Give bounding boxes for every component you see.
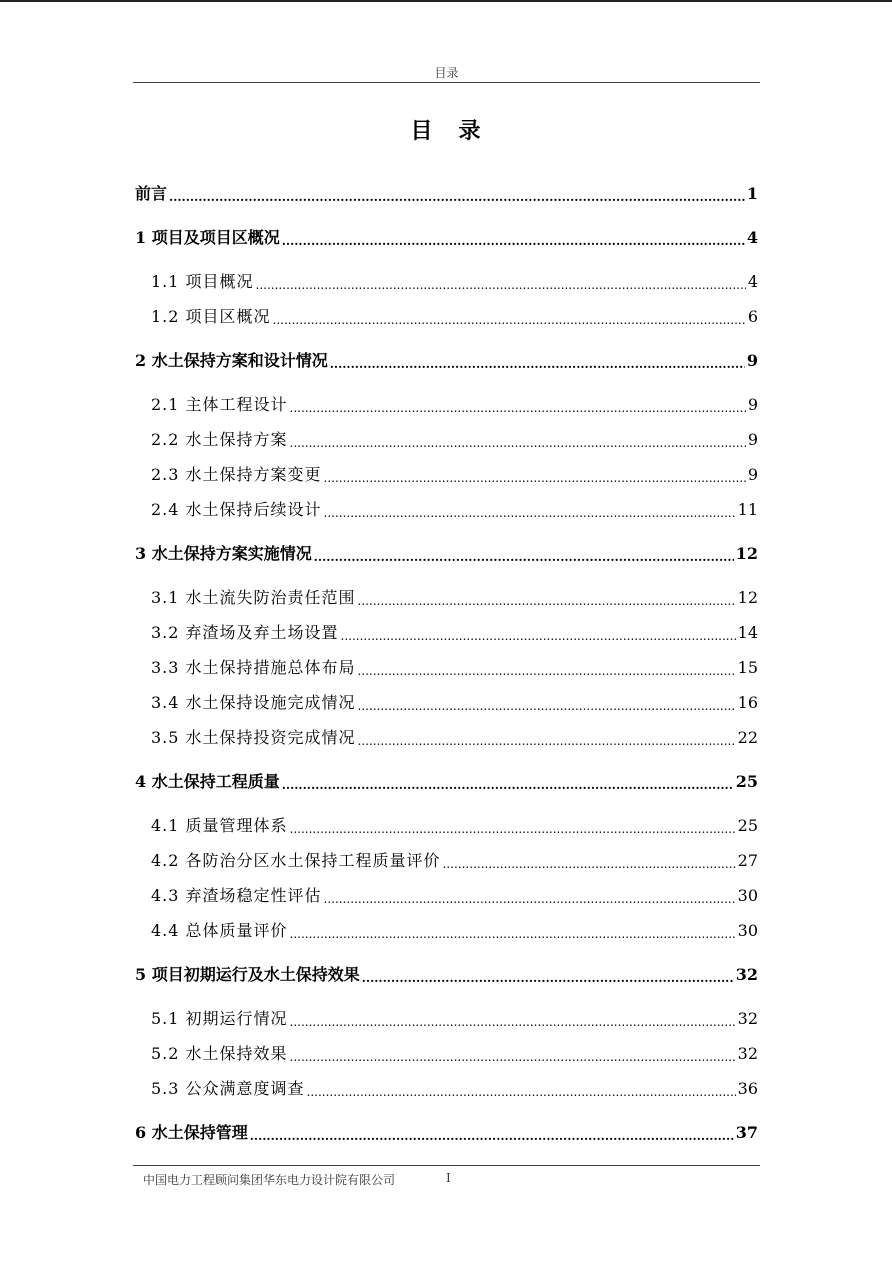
toc-entry-page: 12 — [735, 544, 758, 563]
toc-entry[interactable] — [135, 350, 758, 372]
toc-entry[interactable] — [151, 429, 758, 451]
toc-entry[interactable] — [135, 543, 758, 565]
toc-entry-page: 4 — [747, 272, 758, 291]
toc-entry-label: 2.2 水土保持方案 — [151, 430, 288, 449]
toc-entry[interactable] — [151, 920, 758, 942]
toc-entry-page: 6 — [747, 307, 758, 326]
toc-entry-page: 14 — [737, 623, 758, 642]
toc-entry[interactable] — [151, 394, 758, 416]
toc-leader-dots — [169, 189, 745, 205]
toc-leader-dots — [250, 1128, 734, 1144]
header-rule — [133, 82, 760, 83]
toc-leader-dots — [282, 233, 745, 249]
toc-leader-dots — [358, 663, 736, 679]
toc-entry-label: 3.2 弃渣场及弃土场设置 — [151, 623, 339, 642]
toc-entry-page: 37 — [735, 1123, 758, 1142]
toc-entry[interactable] — [135, 227, 758, 249]
toc-leader-dots — [290, 1049, 736, 1065]
toc-entry-page: 9 — [747, 395, 758, 414]
toc-entry-label: 6 水土保持管理 — [135, 1123, 248, 1142]
toc-leader-dots — [290, 1014, 736, 1030]
toc-entry-label: 4.1 质量管理体系 — [151, 816, 288, 835]
toc-leader-dots — [290, 926, 736, 942]
toc-leader-dots — [362, 970, 734, 986]
toc-entry[interactable] — [151, 850, 758, 872]
toc-entry-label: 2.4 水土保持后续设计 — [151, 500, 322, 519]
toc-entry-label: 4.4 总体质量评价 — [151, 921, 288, 940]
footer-page-number: I — [446, 1171, 451, 1185]
toc-entry-label: 5 项目初期运行及水土保持效果 — [135, 965, 360, 984]
toc-leader-dots — [324, 505, 736, 521]
toc-entry[interactable] — [151, 499, 758, 521]
toc-entry-label: 2.1 主体工程设计 — [151, 395, 288, 414]
footer-company: 中国电力工程顾问集团华东电力设计院有限公司 — [143, 1173, 396, 1187]
toc-leader-dots — [290, 400, 746, 416]
toc-entry[interactable] — [151, 815, 758, 837]
toc-entry-label: 3.1 水土流失防治责任范围 — [151, 588, 356, 607]
toc-entry-label: 3 水土保持方案实施情况 — [135, 544, 312, 563]
toc-leader-dots — [290, 821, 736, 837]
toc-entry-page: 9 — [746, 351, 758, 370]
toc-entry[interactable] — [151, 1078, 758, 1100]
toc-entry-page: 36 — [737, 1079, 758, 1098]
toc-leader-dots — [307, 1084, 736, 1100]
toc-entry-label: 4 水土保持工程质量 — [135, 772, 280, 791]
toc-entry-page: 25 — [737, 816, 758, 835]
toc-entry-page: 9 — [747, 430, 758, 449]
toc-leader-dots — [358, 698, 736, 714]
toc-entry[interactable] — [151, 464, 758, 486]
toc-leader-dots — [358, 733, 736, 749]
toc-entry-page: 22 — [737, 728, 758, 747]
toc-entry-label: 3.5 水土保持投资完成情况 — [151, 728, 356, 747]
toc-entry-label: 1.1 项目概况 — [151, 272, 254, 291]
toc-entry[interactable] — [135, 771, 758, 793]
toc-entry-label: 3.4 水土保持设施完成情况 — [151, 693, 356, 712]
toc-entry[interactable] — [151, 1008, 758, 1030]
toc-entry[interactable] — [151, 727, 758, 749]
toc-entry-label: 5.2 水土保持效果 — [151, 1044, 288, 1063]
toc-entry-label: 2 水土保持方案和设计情况 — [135, 351, 328, 370]
toc-entry-label: 1.2 项目区概况 — [151, 307, 271, 326]
toc-entry-page: 9 — [747, 465, 758, 484]
toc-entry-page: 27 — [737, 851, 758, 870]
toc-entry-page: 25 — [735, 772, 758, 791]
toc-leader-dots — [341, 628, 736, 644]
toc-entry-page: 30 — [737, 921, 758, 940]
toc-entry-page: 1 — [746, 184, 758, 203]
toc-entry-page: 32 — [737, 1044, 758, 1063]
toc-entry[interactable] — [151, 271, 758, 293]
toc-entry-page: 15 — [737, 658, 758, 677]
toc-entry-label: 5.3 公众满意度调查 — [151, 1079, 305, 1098]
toc-entry-page: 32 — [735, 965, 758, 984]
toc-entry-page: 11 — [737, 500, 758, 519]
footer-rule — [133, 1165, 760, 1166]
toc-entry-page: 12 — [737, 588, 758, 607]
toc-entry[interactable] — [135, 964, 758, 986]
toc-entry[interactable] — [151, 885, 758, 907]
toc-entry-label: 前言 — [135, 184, 168, 203]
toc-entry-label: 5.1 初期运行情况 — [151, 1009, 288, 1028]
toc-leader-dots — [282, 777, 734, 793]
running-header: 目录 — [434, 66, 459, 80]
toc-entry[interactable] — [151, 622, 758, 644]
toc-entry-page: 4 — [746, 228, 758, 247]
toc-entry[interactable] — [151, 657, 758, 679]
toc-leader-dots — [314, 549, 734, 565]
toc-entry-page: 30 — [737, 886, 758, 905]
toc-leader-dots — [290, 435, 746, 451]
toc-entry-label: 3.3 水土保持措施总体布局 — [151, 658, 356, 677]
toc-entry-label: 2.3 水土保持方案变更 — [151, 465, 322, 484]
toc-leader-dots — [324, 470, 746, 486]
toc-leader-dots — [443, 856, 736, 872]
toc-entry-label: 4.3 弃渣场稳定性评估 — [151, 886, 322, 905]
toc-leader-dots — [358, 593, 736, 609]
toc-leader-dots — [330, 356, 745, 372]
toc-leader-dots — [273, 312, 746, 328]
page-top-border — [0, 0, 892, 2]
toc-leader-dots — [324, 891, 736, 907]
toc-entry[interactable] — [151, 1043, 758, 1065]
toc-entry[interactable] — [151, 692, 758, 714]
toc-entry[interactable] — [135, 1122, 758, 1144]
toc-entry[interactable] — [151, 306, 758, 328]
toc-entry-label: 4.2 各防治分区水土保持工程质量评价 — [151, 851, 441, 870]
toc-leader-dots — [256, 277, 746, 293]
toc-entry-page: 32 — [737, 1009, 758, 1028]
page-title: 目 录 — [410, 118, 483, 144]
toc-entry-label: 1 项目及项目区概况 — [135, 228, 280, 247]
toc-entry[interactable] — [135, 183, 758, 205]
toc-entry[interactable] — [151, 587, 758, 609]
toc-entry-page: 16 — [737, 693, 758, 712]
